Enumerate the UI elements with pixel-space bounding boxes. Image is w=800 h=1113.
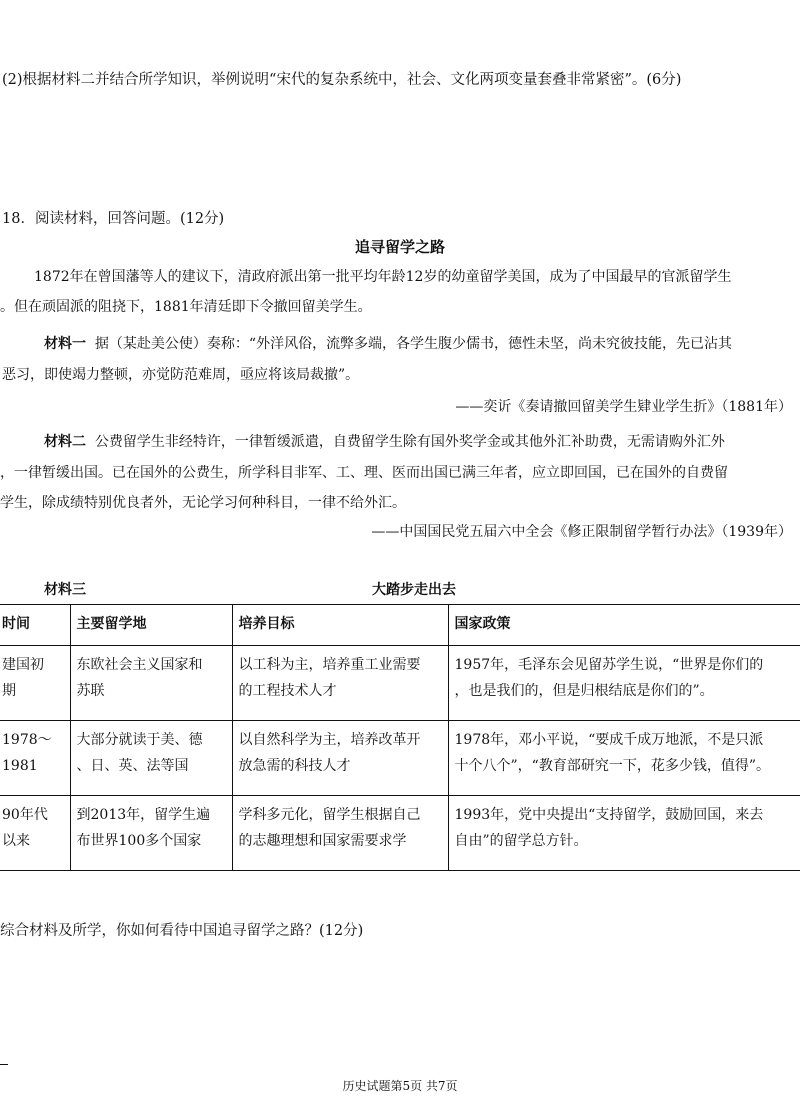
- material-3-label: 材料三: [44, 582, 86, 598]
- material-2-line-1: [44, 431, 725, 451]
- cell-goal: 以工科为主，培养重工业需要 的工程技术人才: [232, 646, 448, 721]
- question-18-prompt: 综合材料及所学，你如何看待中国追寻留学之路？(12分): [0, 923, 364, 939]
- page-edge-mark: [0, 1064, 8, 1065]
- study-abroad-table: [0, 604, 800, 871]
- cell-place: 东欧社会主义国家和 苏联: [70, 646, 232, 721]
- header-place: 主要留学地: [70, 605, 232, 646]
- header-policy: 国家政策: [448, 605, 800, 646]
- material-1-text-1: 据（某赴美公使）奏称：“外洋风俗，流弊多端，各学生腹少儒书，德性未坚，尚未究彼技能，先已沾其: [94, 336, 733, 352]
- material-2-label: 材料二: [44, 434, 86, 450]
- table-row: [0, 721, 800, 796]
- cell-policy: 1978年，邓小平说，“要成千成万地派，不是只派 十个八个”，“教育部研究一下，花多少钱，值得”。: [448, 721, 800, 796]
- question-18-header: 18．阅读材料，回答问题。(12分): [2, 211, 225, 227]
- material-1-source: ——奕䜣《奏请撤回留美学生肄业学生折》（1881年）: [455, 399, 792, 415]
- material-1-line-2: 恶习，即使竭力整顿，亦觉防范难周，亟应将该局裁撤”。: [2, 367, 360, 383]
- cell-time: 90年代 以来: [0, 796, 70, 871]
- cell-goal: 学科多元化，留学生根据自己 的志趣理想和国家需要求学: [232, 796, 448, 871]
- cell-goal: 以自然科学为主，培养改革开 放急需的科技人才: [232, 721, 448, 796]
- cell-place: 到2013年，留学生遍 布世界100多个国家: [70, 796, 232, 871]
- header-goal: 培养目标: [232, 605, 448, 646]
- material-title: 追寻留学之路: [354, 238, 445, 256]
- cell-time: 建国初 期: [0, 646, 70, 721]
- intro-line-1: 1872年在曾国藩等人的建议下，清政府派出第一批平均年龄12岁的幼童留学美国，成为了中国最早的官派留学生: [34, 269, 732, 285]
- table-header-row: [0, 605, 800, 646]
- question-17-2: (2)根据材料二并结合所学知识，举例说明“宋代的复杂系统中，社会、文化两项变量套叠非常紧密”。(6分): [2, 72, 682, 88]
- material-2-text-1: 公费留学生非经特许，一律暂缓派遣，自费留学生除有国外奖学金或其他外汇补助费，无需请购外汇外: [94, 434, 725, 450]
- table-row: [0, 646, 800, 721]
- material-1-label: 材料一: [44, 336, 86, 352]
- cell-policy: 1957年，毛泽东会见留苏学生说，“世界是你们的 ，也是我们的，但是归根结底是你们的”。: [448, 646, 800, 721]
- page-footer: 历史试题第5页 共7页: [342, 1079, 458, 1093]
- header-time: 时间: [0, 605, 70, 646]
- material-2-line-3: 学生，除成绩特别优良者外，无论学习何种科目，一律不给外汇。: [0, 495, 406, 511]
- cell-policy: 1993年，党中央提出“支持留学，鼓励回国，来去 自由”的留学总方针。: [448, 796, 800, 871]
- material-1-line-1: [44, 333, 732, 353]
- table-row: [0, 796, 800, 871]
- intro-line-2: 。但在顽固派的阻挠下，1881年清廷即下令撤回留美学生。: [0, 299, 372, 315]
- cell-place: 大部分就读于美、德 、日、英、法等国: [70, 721, 232, 796]
- material-3-title: 大踏步走出去: [372, 582, 456, 598]
- material-2-source: ——中国国民党五届六中全会《修正限制留学暂行办法》（1939年）: [371, 524, 792, 540]
- material-2-line-2: ，一律暂缓出国。已在国外的公费生，所学科目非军、工、理、医而出国已满三年者，应立即回国，已在国外的自费留: [0, 465, 728, 481]
- cell-time: 1978～ 1981: [0, 721, 70, 796]
